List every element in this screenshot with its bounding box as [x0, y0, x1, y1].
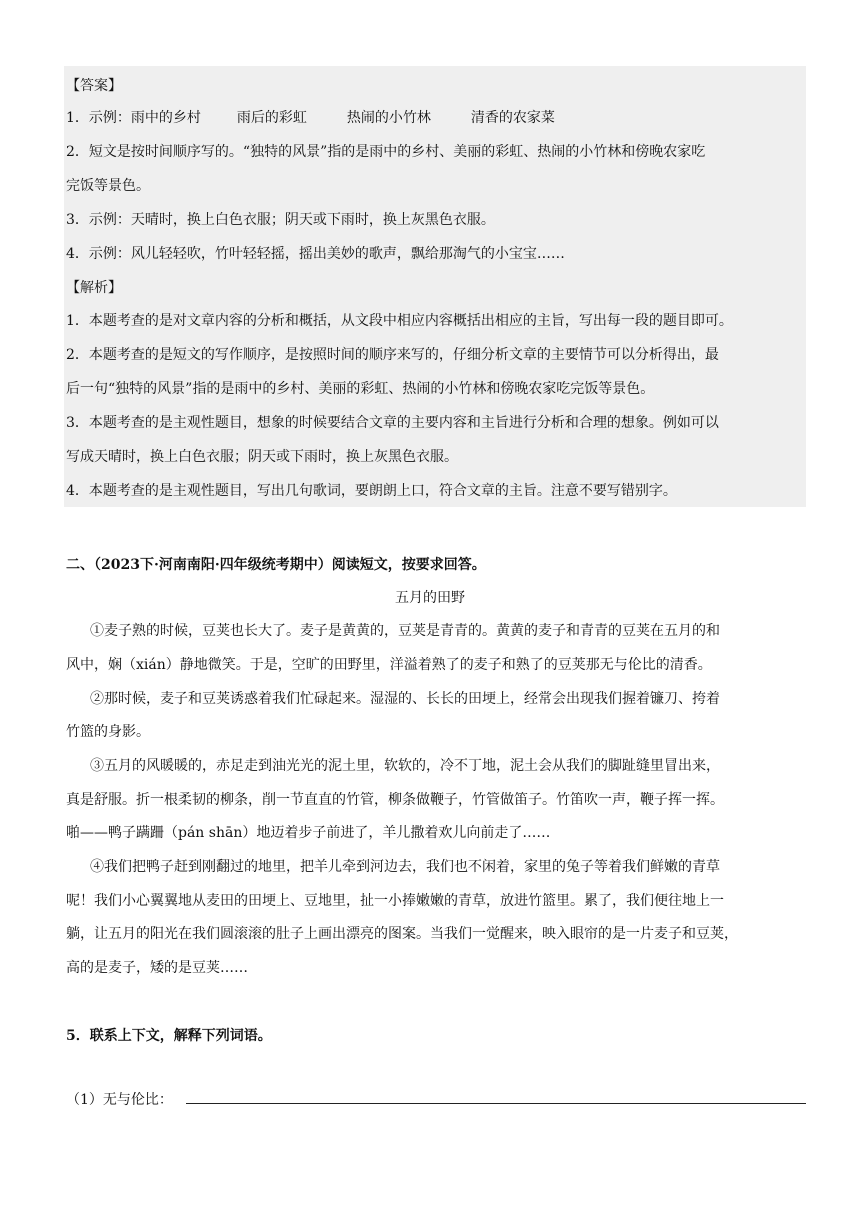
analysis-2-line2: 后一句“独特的风景”指的是雨中的乡村、美丽的彩虹、热闹的小竹林和傍晚农家吃完饭等景色。	[66, 381, 655, 397]
answer-1-item: 热闹的小竹林	[346, 110, 431, 126]
passage-para1-line2: 风中，娴（xián）静地微笑。于是，空旷的田野里，洋溢着熟了的麦子和熟了的豆荚那无与伦比的清香。	[66, 657, 712, 673]
analysis-2-line1: 2．本题考查的是短文的写作顺序，是按照时间的顺序来写的，仔细分析文章的主要情节可以分析得出，最	[66, 347, 719, 363]
answer-2-line2: 完饭等景色。	[66, 178, 150, 194]
analysis-3-line2: 写成天晴时，换上白色衣服；阴天或下雨时，换上灰黑色衣服。	[66, 449, 458, 465]
answer-blank-line[interactable]	[186, 1103, 806, 1104]
question-5-heading: 5．联系上下文，解释下列词语。	[66, 1028, 272, 1044]
answer-analysis-box	[64, 66, 806, 507]
answer-1-item: 雨后的彩虹	[236, 110, 307, 126]
passage-para3-line2: 真是舒服。折一根柔韧的柳条，削一节直直的竹管，柳条做鞭子，竹管做笛子。竹笛吹一声，鞭子挥一挥。	[66, 792, 724, 808]
answer-3: 3．示例：天晴时，换上白色衣服；阴天或下雨时，换上灰黑色衣服。	[66, 212, 495, 228]
answer-4: 4．示例：风儿轻轻吹，竹叶轻轻摇，摇出美妙的歌声，飘给那淘气的小宝宝……	[66, 246, 565, 262]
answer-header: 【答案】	[66, 78, 122, 94]
passage-para2-line2: 竹篮的身影。	[66, 724, 150, 740]
question-5-item1-label: （1）无与伦比：	[66, 1092, 173, 1108]
passage-para1-line1: ①麦子熟的时候，豆荚也长大了。麦子是黄黄的，豆荚是青青的。黄黄的麦子和青青的豆荚在五月的和	[90, 623, 720, 639]
passage-para3-line1: ③五月的风暖暖的，赤足走到油光光的泥土里，软软的，冷不丁地，泥土会从我们的脚趾缝里冒出来，	[90, 758, 720, 774]
passage-para4-line2: 呢！我们小心翼翼地从麦田的田埂上、豆地里，扯一小捧嫩嫩的青草，放进竹篮里。累了，我们便往地上一	[66, 893, 724, 909]
analysis-4: 4．本题考查的是主观性题目，写出几句歌词，要朗朗上口，符合文章的主旨。注意不要写错别字。	[66, 483, 677, 499]
passage-para4-line1: ④我们把鸭子赶到刚翻过的地里，把羊儿牵到河边去，我们也不闲着，家里的兔子等着我们鲜嫩的青草	[90, 859, 720, 875]
passage-title: 五月的田野	[395, 590, 465, 606]
passage-para4-line3: 躺，让五月的阳光在我们圆滚滚的肚子上画出漂亮的图案。当我们一觉醒来，映入眼帘的是一片麦子和豆荚，	[66, 926, 738, 942]
answer-1	[66, 108, 555, 128]
answer-2-line1: 2．短文是按时间顺序写的。“独特的风景”指的是雨中的乡村、美丽的彩虹、热闹的小竹林和傍晚农家吃	[66, 144, 706, 160]
answer-1-item: 清香的农家菜	[470, 110, 555, 126]
section-heading: 二、（2023下·河南南阳·四年级统考期中）阅读短文，按要求回答。	[66, 557, 486, 573]
answer-1-prefix: 1．示例：雨中的乡村	[66, 110, 201, 126]
analysis-3-line1: 3．本题考查的是主观性题目，想象的时候要结合文章的主要内容和主旨进行分析和合理的想象。例如可以	[66, 415, 719, 431]
passage-para3-line3: 啪——鸭子蹒跚（pán shān）地迈着步子前进了，羊儿撒着欢儿向前走了……	[66, 825, 551, 841]
passage-para4-line4: 高的是麦子，矮的是豆荚……	[66, 960, 248, 976]
analysis-header: 【解析】	[66, 280, 122, 296]
analysis-1: 1．本题考查的是对文章内容的分析和概括，从文段中相应内容概括出相应的主旨，写出每一段的题目即可。	[66, 313, 733, 329]
passage-para2-line1: ②那时候，麦子和豆荚诱惑着我们忙碌起来。湿湿的、长长的田埂上，经常会出现我们握着镰刀、挎着	[90, 691, 720, 707]
